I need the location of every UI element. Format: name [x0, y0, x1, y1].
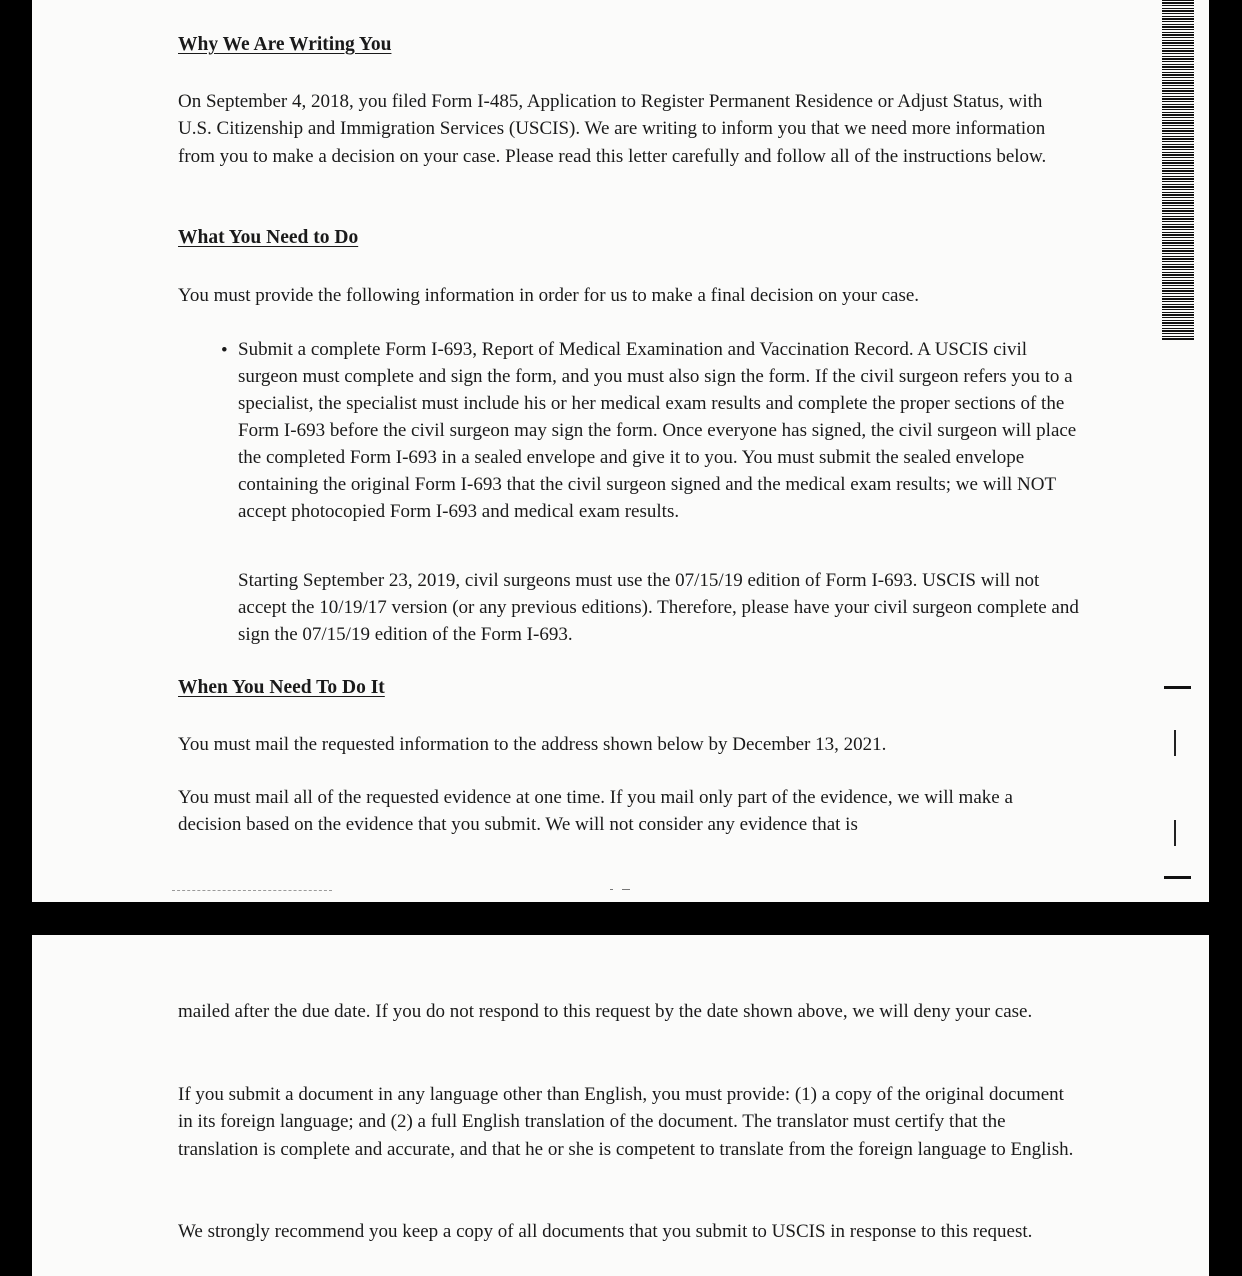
when-heading: When You Need To Do It	[178, 677, 385, 698]
barcode-icon	[1162, 0, 1194, 340]
why-paragraph: On September 4, 2018, you filed Form I-485, Application to Register Permanent Residence or Adjust Status, with U.S. Citizenship and Immigration Services (USCIS). We are writing to inform you that we need more information from you to make a decision on your case. Please read this letter carefully and follow all of the instructions below.	[178, 91, 1047, 167]
copy-paragraph: We strongly recommend you keep a copy of all documents that you submit to USCIS in response to this request.	[178, 1221, 1033, 1242]
letter-page-2	[32, 935, 1209, 1276]
letter-page-1	[32, 0, 1209, 902]
mail-paragraph: You must mail all of the requested evidence at one time. If you mail only part of the evidence, we will make a decision based on the evidence that you submit. We will not consider any evidence that is	[178, 787, 1013, 836]
bullet-icon: •	[221, 340, 228, 361]
footer-dashed-rule	[172, 890, 332, 891]
scan-speck	[622, 889, 630, 890]
scan-tick-mark	[1164, 686, 1191, 689]
continued-paragraph: mailed after the due date. If you do not respond to this request by the date shown above, we will deny your case.	[178, 1001, 1033, 1022]
margin-rule	[1174, 820, 1176, 846]
scan-speck	[610, 889, 613, 890]
bullet-form-i693: Submit a complete Form I-693, Report of Medical Examination and Vaccination Record. A USCIS civil surgeon must complete and sign the form, and you must also sign the form. If the civil surgeon refers you to a specialist, the specialist must include his or her medical exam results and complete the proper sections of the Form I-693 before the civil surgeon may sign the form. Once everyone has signed, the civil surgeon will place the completed Form I-693 in a sealed envelope and give it to you. You must submit the sealed envelope containing the original Form I-693 that the civil surgeon signed and the medical exam results; we will NOT accept photocopied Form I-693 and medical exam results.	[238, 339, 1077, 522]
edition-paragraph: Starting September 23, 2019, civil surgeons must use the 07/15/19 edition of Form I-693. USCIS will not accept the 10/19/17 version (or any previous editions). Therefore, please have your civil surgeon complete and sign the 07/15/19 edition of the Form I-693.	[238, 570, 1079, 645]
scan-tick-mark	[1164, 876, 1191, 879]
what-paragraph: You must provide the following information in order for us to make a final decision on your case.	[178, 285, 920, 306]
language-paragraph: If you submit a document in any language other than English, you must provide: (1) a copy of the original document in its foreign language; and (2) a full English translation of the document. The translator must certify that the translation is complete and accurate, and that he or she is competent to translate from the foreign language to English.	[178, 1084, 1074, 1160]
when-paragraph: You must mail the requested information to the address shown below by December 13, 2021.	[178, 734, 887, 755]
margin-rule	[1174, 730, 1176, 756]
why-heading: Why We Are Writing You	[178, 34, 392, 55]
what-heading: What You Need to Do	[178, 227, 359, 248]
